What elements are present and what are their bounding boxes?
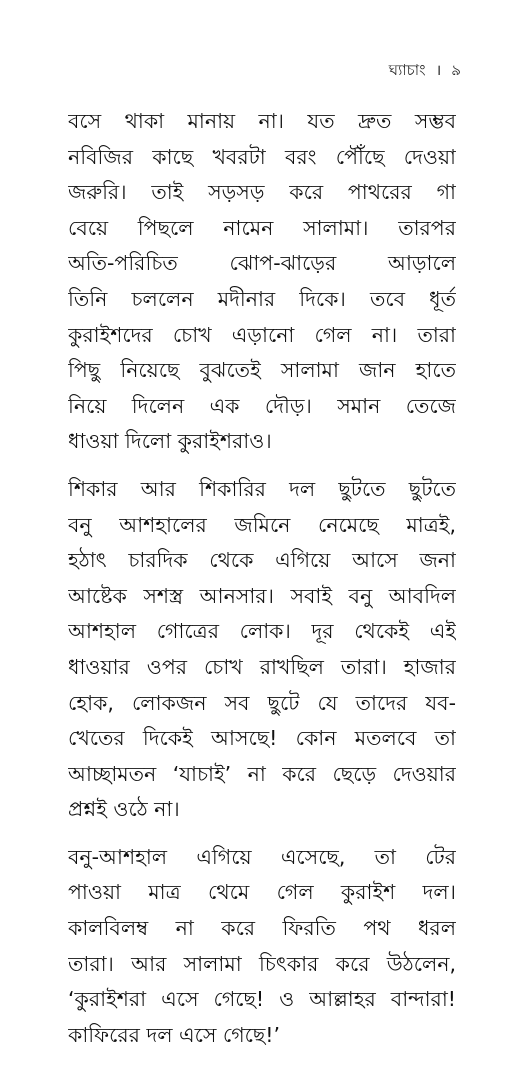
text-line: কাফিরের দল এসে গেছে!’: [68, 1022, 281, 1047]
text-line: খেতের দিকেই আসছে! কোন মতলবে তা: [68, 726, 456, 751]
text-line: বনু আশহালের জমিনে নেমেছে মাত্রই,: [68, 512, 456, 537]
text-line: ধাওয়ার ওপর চোখ রাখছিল তারা। হাজার: [68, 654, 456, 679]
paragraph-1: [68, 104, 456, 460]
text-line: বনু-আশহাল এগিয়ে এসেছে, তা টের: [68, 844, 456, 869]
text-line: হঠাৎ চারদিক থেকে এগিয়ে আসে জনা: [68, 548, 456, 573]
running-header: [389, 60, 461, 80]
text-line: আষ্টেক সশস্ত্র আনসার। সবাই বনু আবদিল: [68, 583, 456, 608]
book-title: ঘ্যাচাং: [388, 61, 426, 79]
text-line: জরুরি। তাই সড়সড় করে পাথরের গা: [68, 180, 456, 205]
paragraph-2: [68, 472, 456, 828]
body-text: [68, 104, 456, 1065]
text-line: পাওয়া মাত্র থেমে গেল কুরাইশ দল।: [68, 880, 456, 905]
text-line: অতি-পরিচিত ঝোপ-ঝাড়ের আড়ালে: [68, 251, 456, 276]
text-line: শিকার আর শিকারির দল ছুটতে ছুটতে: [68, 476, 456, 501]
header-separator: ।: [435, 61, 442, 79]
text-line: নিয়ে দিলেন এক দৌড়। সমান তেজে: [68, 393, 456, 418]
text-line: আচ্ছামতন ‘যাচাই’ না করে ছেড়ে দেওয়ার: [68, 761, 456, 786]
text-line: হোক, লোকজন সব ছুটে যে তাদের যব-: [68, 690, 456, 715]
text-line: আশহাল গোত্রের লোক। দূর থেকেই এই: [68, 619, 456, 644]
text-line: তিনি চললেন মদীনার দিকে। তবে ধূর্ত: [68, 286, 456, 311]
text-line: প্রশ্নই ওঠে না।: [68, 797, 180, 822]
text-line: বসে থাকা মানায় না। যত দ্রুত সম্ভব: [68, 109, 456, 133]
text-line: ‘কুরাইশরা এসে গেছে! ও আল্লাহর বান্দারা!: [68, 987, 456, 1012]
text-line: ধাওয়া দিলো কুরাইশরাও।: [68, 429, 272, 454]
text-line: নবিজির কাছে খবরটা বরং পৌঁছে দেওয়া: [68, 144, 456, 169]
text-line: কুরাইশদের চোখ এড়ানো গেল না। তারা: [68, 322, 456, 347]
page-number: ৯: [451, 61, 461, 79]
text-line: পিছু নিয়েছে বুঝতেই সালামা জান হাতে: [68, 358, 456, 383]
text-line: বেয়ে পিছলে নামেন সালামা। তারপর: [68, 215, 456, 240]
paragraph-3: [68, 840, 456, 1054]
text-line: তারা। আর সালামা চিৎকার করে উঠলেন,: [68, 951, 456, 976]
text-line: কালবিলম্ব না করে ফিরতি পথ ধরল: [68, 916, 456, 941]
